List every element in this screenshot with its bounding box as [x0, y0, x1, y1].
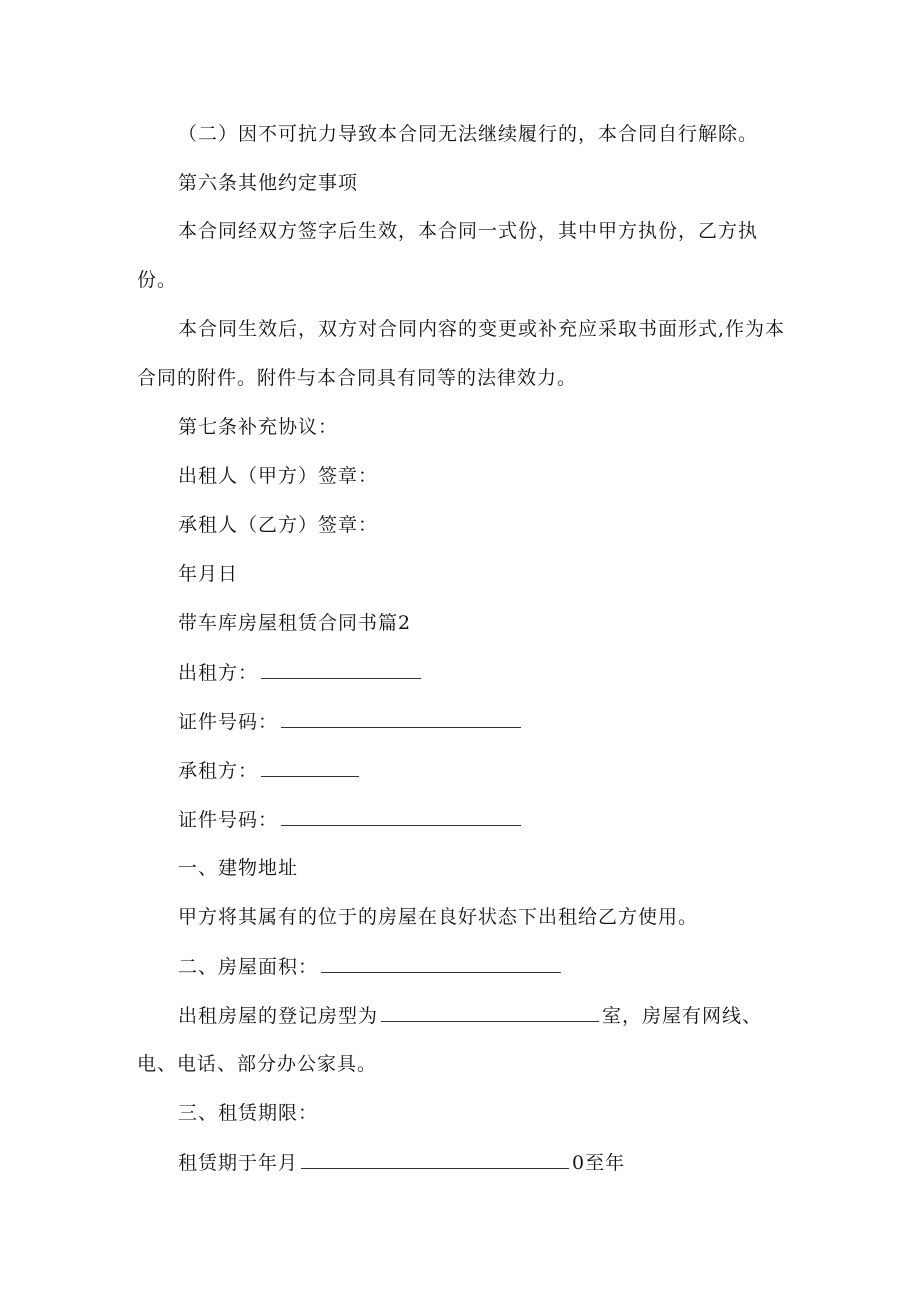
lessee-id-label: 证件号码：	[178, 809, 279, 831]
lessor-signature-label: 出租人（甲方）签章：	[178, 465, 379, 487]
area-blank	[321, 954, 561, 973]
room-type-text-after: 室，房屋有网线、	[602, 1005, 763, 1027]
article-6-title: 第六条其他约定事项	[178, 172, 359, 194]
lessor-field	[178, 660, 424, 685]
lessor-label: 出租方：	[178, 662, 259, 684]
lessor-id-blank	[281, 709, 521, 728]
area-label: 二、房屋面积：	[178, 956, 319, 978]
room-type-line-2: 电、电话、部分办公家具。	[137, 1053, 378, 1075]
lessor-id-field	[178, 709, 524, 734]
paragraph-address: 甲方将其属有的位于的房屋在良好状态下出租给乙方使用。	[178, 906, 699, 928]
lease-term-text-before: 租赁期于年月	[178, 1152, 299, 1174]
paragraph-effect-line-2: 份。	[137, 269, 178, 291]
room-type-text-before: 出租房屋的登记房型为	[178, 1005, 379, 1027]
lessee-id-field	[178, 807, 524, 832]
heading-address: 一、建物地址	[178, 857, 299, 879]
lessee-id-blank	[281, 807, 521, 826]
lease-term-line	[178, 1150, 625, 1175]
lessor-blank	[261, 660, 421, 679]
lessor-id-label: 证件号码：	[178, 711, 279, 733]
lessee-blank	[261, 758, 359, 777]
heading-lease-term: 三、租赁期限：	[178, 1102, 319, 1124]
lease-term-text-after: 0至年	[572, 1152, 626, 1174]
article-7-title: 第七条补充协议：	[178, 416, 339, 438]
lessee-field	[178, 758, 362, 783]
lessee-label: 承租方：	[178, 760, 259, 782]
section-title: 带车库房屋租赁合同书篇2	[178, 612, 412, 634]
paragraph-amendment-line-2: 合同的附件。附件与本合同具有同等的法律效力。	[137, 367, 578, 389]
paragraph-effect-line-1: 本合同经双方签字后生效，本合同一式份，其中甲方执份，乙方执	[178, 220, 759, 242]
date-label: 年月日	[178, 563, 239, 585]
lessee-signature-label: 承租人（乙方）签章：	[178, 514, 379, 536]
area-field	[178, 954, 564, 979]
room-type-line-1	[178, 1003, 762, 1028]
paragraph-amendment-line-1: 本合同生效后，双方对合同内容的变更或补充应采取书面形式,作为本	[178, 318, 786, 340]
room-type-blank	[381, 1003, 599, 1022]
lease-term-blank	[301, 1150, 569, 1169]
paragraph-termination: （二）因不可抗力导致本合同无法继续履行的，本合同自行解除。	[178, 123, 759, 145]
